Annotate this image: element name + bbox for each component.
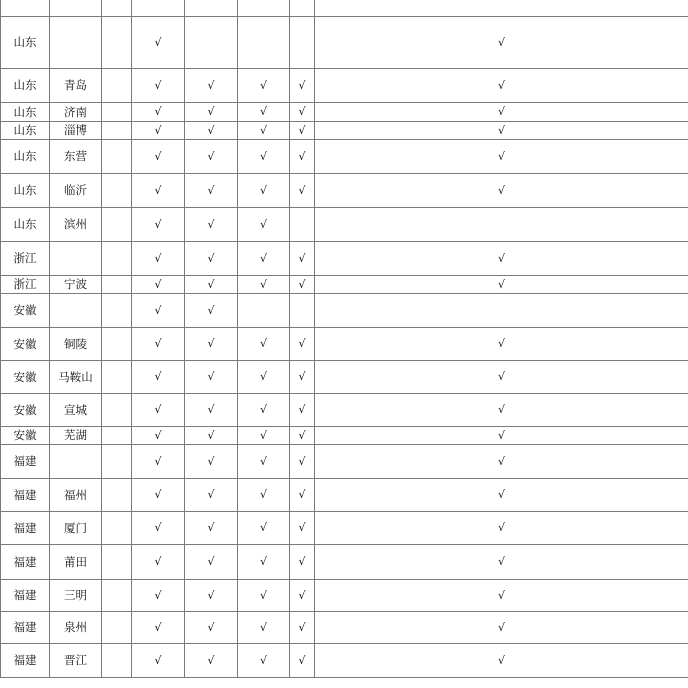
check-cell: √ [185,643,238,677]
blank-cell [102,16,132,68]
province-cell: 安徽 [1,360,50,393]
check-cell: √ [185,293,238,327]
check-cell: √ [290,544,315,579]
check-cell: √ [290,275,315,293]
blank-cell [102,173,132,207]
city-cell [50,241,102,275]
check-cell: √ [132,579,185,611]
blank-cell [102,121,132,139]
check-cell: √ [315,102,688,121]
check-cell: √ [238,68,290,102]
city-cell: 宣城 [50,393,102,426]
city-cell: 滨州 [50,207,102,241]
city-cell: 青岛 [50,68,102,102]
city-cell: 福州 [50,478,102,511]
check-cell [290,0,315,16]
blank-cell [102,68,132,102]
check-cell: √ [132,327,185,360]
table-row [1,121,688,139]
check-cell: √ [290,643,315,677]
check-cell: √ [132,16,185,68]
check-cell: √ [315,360,688,393]
city-cell: 临沂 [50,173,102,207]
province-cell: 安徽 [1,293,50,327]
city-cell: 三明 [50,579,102,611]
check-cell [185,16,238,68]
province-cell: 山东 [1,173,50,207]
check-cell: √ [185,121,238,139]
check-cell: √ [132,544,185,579]
table-row [1,544,688,579]
province-cell [1,0,50,16]
table-row [1,275,688,293]
province-cell: 福建 [1,611,50,643]
check-cell: √ [132,121,185,139]
check-cell: √ [185,511,238,544]
city-cell: 宁波 [50,275,102,293]
blank-cell [102,275,132,293]
check-cell: √ [290,579,315,611]
check-cell: √ [185,478,238,511]
table-row [1,16,688,68]
blank-cell [102,611,132,643]
check-cell: √ [315,544,688,579]
check-cell: √ [132,643,185,677]
check-cell: √ [132,478,185,511]
check-cell: √ [238,241,290,275]
city-cell: 芜湖 [50,426,102,444]
check-cell: √ [238,173,290,207]
table-row [1,426,688,444]
blank-cell [102,426,132,444]
province-cell: 福建 [1,544,50,579]
table-row [1,579,688,611]
check-cell: √ [185,173,238,207]
city-cell: 淄博 [50,121,102,139]
blank-cell [102,293,132,327]
province-cell: 福建 [1,511,50,544]
blank-cell [102,579,132,611]
check-cell: √ [185,207,238,241]
province-cell: 福建 [1,579,50,611]
check-cell: √ [238,511,290,544]
check-cell: √ [132,68,185,102]
blank-cell [102,643,132,677]
province-cell: 福建 [1,478,50,511]
check-cell: √ [238,444,290,478]
blank-cell [102,139,132,173]
check-cell: √ [132,139,185,173]
table-body [1,0,688,677]
city-cell [50,444,102,478]
check-cell: √ [132,102,185,121]
check-cell: √ [315,444,688,478]
city-cell: 泉州 [50,611,102,643]
blank-cell [102,478,132,511]
check-cell [238,16,290,68]
city-cell: 莆田 [50,544,102,579]
city-cell [50,16,102,68]
check-cell: √ [238,579,290,611]
table-row [1,327,688,360]
check-cell: √ [315,68,688,102]
check-cell: √ [290,611,315,643]
check-cell: √ [185,579,238,611]
province-cell: 山东 [1,121,50,139]
blank-cell [102,544,132,579]
check-cell: √ [315,16,688,68]
province-cell: 福建 [1,643,50,677]
check-cell: √ [132,611,185,643]
check-cell: √ [315,241,688,275]
check-cell [238,293,290,327]
blank-cell [102,511,132,544]
check-cell [290,16,315,68]
table-row [1,173,688,207]
table-row [1,360,688,393]
city-cell: 济南 [50,102,102,121]
check-cell [315,207,688,241]
check-cell: √ [132,207,185,241]
check-cell: √ [290,102,315,121]
table-row [1,444,688,478]
check-cell: √ [238,393,290,426]
check-cell: √ [238,275,290,293]
check-cell: √ [132,393,185,426]
blank-cell [102,444,132,478]
province-cell: 山东 [1,68,50,102]
check-cell: √ [315,511,688,544]
blank-cell [102,393,132,426]
table-row [1,393,688,426]
check-cell: √ [132,360,185,393]
check-cell [315,0,688,16]
blank-cell [102,241,132,275]
city-cell: 马鞍山 [50,360,102,393]
check-cell: √ [238,121,290,139]
check-cell: √ [185,426,238,444]
province-cell: 安徽 [1,426,50,444]
check-cell [290,293,315,327]
city-cell: 铜陵 [50,327,102,360]
check-cell: √ [185,139,238,173]
province-cell: 山东 [1,139,50,173]
check-cell: √ [185,275,238,293]
check-cell: √ [185,241,238,275]
city-cell [50,0,102,16]
check-cell [290,207,315,241]
table-row [1,478,688,511]
check-cell: √ [315,426,688,444]
check-cell: √ [238,139,290,173]
check-cell [238,0,290,16]
province-cell: 山东 [1,16,50,68]
table-row [1,207,688,241]
check-cell: √ [238,327,290,360]
check-cell: √ [132,511,185,544]
province-cell: 山东 [1,102,50,121]
check-cell: √ [185,360,238,393]
check-cell: √ [132,173,185,207]
check-cell: √ [290,173,315,207]
check-cell: √ [238,426,290,444]
check-cell [132,0,185,16]
check-cell: √ [290,426,315,444]
check-cell: √ [290,444,315,478]
check-cell: √ [185,327,238,360]
check-cell: √ [185,68,238,102]
check-cell: √ [132,444,185,478]
table-row [1,611,688,643]
blank-cell [102,360,132,393]
city-cell [50,293,102,327]
check-cell: √ [238,102,290,121]
check-cell: √ [185,102,238,121]
check-cell: √ [290,327,315,360]
table-row [1,293,688,327]
province-cell: 安徽 [1,327,50,360]
check-cell: √ [290,139,315,173]
blank-cell [102,207,132,241]
check-cell: √ [315,139,688,173]
check-cell [315,293,688,327]
province-cell: 浙江 [1,275,50,293]
check-cell: √ [315,173,688,207]
table-row [1,68,688,102]
check-cell: √ [315,579,688,611]
check-cell: √ [238,544,290,579]
check-cell: √ [315,393,688,426]
check-cell: √ [185,444,238,478]
table-row [1,0,688,16]
check-cell: √ [185,544,238,579]
check-cell: √ [290,68,315,102]
check-cell: √ [185,393,238,426]
province-cell: 浙江 [1,241,50,275]
check-cell: √ [315,611,688,643]
check-cell: √ [315,478,688,511]
check-cell: √ [238,360,290,393]
check-cell: √ [132,426,185,444]
check-cell [185,0,238,16]
province-cell: 福建 [1,444,50,478]
table-row [1,511,688,544]
check-cell: √ [315,121,688,139]
blank-cell [102,0,132,16]
blank-cell [102,327,132,360]
table-row [1,102,688,121]
table-row [1,139,688,173]
city-cell: 东营 [50,139,102,173]
check-cell: √ [315,327,688,360]
check-cell: √ [238,478,290,511]
check-cell: √ [132,275,185,293]
check-cell: √ [290,511,315,544]
check-cell: √ [290,478,315,511]
province-cell: 安徽 [1,393,50,426]
check-cell: √ [290,360,315,393]
check-cell: √ [238,207,290,241]
check-cell: √ [290,241,315,275]
check-cell: √ [132,293,185,327]
city-cell: 晋江 [50,643,102,677]
check-cell: √ [238,643,290,677]
table-row [1,241,688,275]
province-cell: 山东 [1,207,50,241]
check-cell: √ [132,241,185,275]
table-row [1,643,688,677]
check-cell: √ [315,643,688,677]
check-cell: √ [185,611,238,643]
check-cell: √ [290,393,315,426]
blank-cell [102,102,132,121]
city-cell: 厦门 [50,511,102,544]
check-cell: √ [238,611,290,643]
check-cell: √ [315,275,688,293]
check-cell: √ [290,121,315,139]
